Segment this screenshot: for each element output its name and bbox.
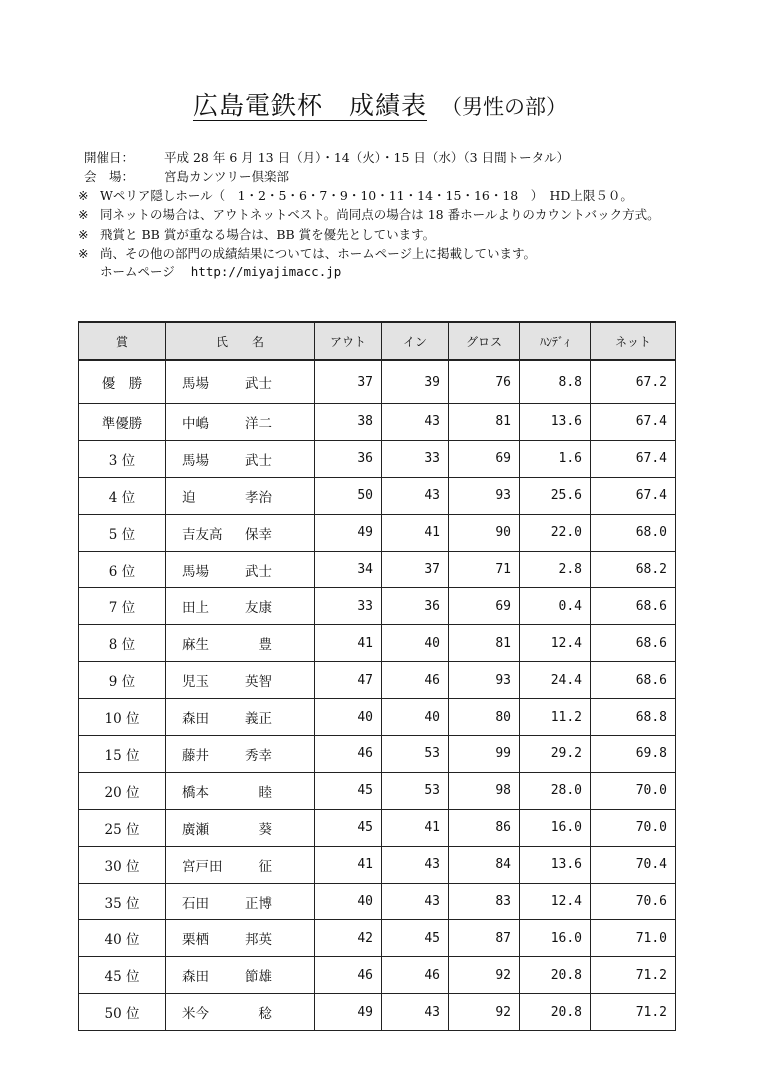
table-row	[79, 957, 676, 994]
handicap-cell: 13.6	[520, 404, 591, 441]
homepage-url[interactable]: http://miyajimacc.jp	[190, 264, 342, 279]
out-score-cell: 34	[315, 551, 382, 588]
gross-score-cell: 93	[449, 477, 520, 514]
note-item	[78, 187, 700, 206]
homepage-line	[78, 263, 700, 282]
player-surname: 中嶋	[182, 415, 209, 432]
prize-cell: 9 位	[79, 662, 166, 699]
out-score-cell: 46	[315, 957, 382, 994]
handicap-cell: 11.2	[520, 699, 591, 736]
player-surname: 石田	[182, 895, 209, 912]
homepage-label: ホームページ	[100, 264, 175, 279]
title-sub: （男性の部）	[441, 95, 567, 119]
net-score-cell: 68.2	[591, 551, 676, 588]
prize-cell: 8 位	[79, 625, 166, 662]
player-given-name: 武士	[245, 376, 272, 392]
out-score-cell: 45	[315, 772, 382, 809]
table-row	[79, 588, 676, 625]
prize-cell: 7 位	[79, 588, 166, 625]
player-surname: 迫	[182, 489, 196, 506]
prize-cell: 準優勝	[79, 404, 166, 441]
in-score-cell: 40	[382, 699, 449, 736]
player-surname: 吉友高	[182, 526, 223, 543]
player-name-cell	[166, 551, 315, 588]
note-mark: ※	[78, 245, 89, 261]
player-name-cell	[166, 404, 315, 441]
player-given-name: 征	[258, 858, 272, 875]
gross-score-cell: 86	[449, 809, 520, 846]
handicap-cell: 2.8	[520, 551, 591, 588]
player-name-cell	[166, 699, 315, 736]
table-row	[79, 625, 676, 662]
table-row	[79, 699, 676, 736]
in-score-cell: 40	[382, 625, 449, 662]
header-name: 氏 名	[166, 322, 315, 360]
handicap-cell: 8.8	[520, 360, 591, 404]
player-name-cell	[166, 736, 315, 773]
player-name-cell	[166, 625, 315, 662]
date-label: 開催日：	[84, 150, 135, 165]
net-score-cell: 71.2	[591, 994, 676, 1031]
gross-score-cell: 81	[449, 625, 520, 662]
in-score-cell: 33	[382, 440, 449, 477]
gross-score-cell: 90	[449, 514, 520, 551]
gross-score-cell: 83	[449, 883, 520, 920]
event-info	[78, 148, 569, 186]
in-score-cell: 43	[382, 846, 449, 883]
in-score-cell: 43	[382, 477, 449, 514]
page-title	[0, 86, 760, 122]
results-table	[78, 321, 676, 1031]
out-score-cell: 36	[315, 440, 382, 477]
player-given-name: 稔	[258, 1006, 272, 1023]
player-surname: 橋本	[182, 784, 209, 801]
handicap-cell: 0.4	[520, 588, 591, 625]
venue-value: 宮島カンツリー倶楽部	[164, 169, 290, 184]
player-surname: 森田	[182, 969, 209, 986]
player-given-name: 邦英	[245, 932, 272, 949]
player-given-name: 武士	[245, 452, 272, 469]
table-row	[79, 736, 676, 773]
net-score-cell: 68.6	[591, 625, 676, 662]
player-given-name: 保幸	[245, 526, 272, 543]
in-score-cell: 41	[382, 514, 449, 551]
prize-cell: 30 位	[79, 846, 166, 883]
player-given-name: 洋二	[245, 415, 272, 432]
handicap-cell: 1.6	[520, 440, 591, 477]
gross-score-cell: 69	[449, 440, 520, 477]
player-name-cell	[166, 809, 315, 846]
out-score-cell: 40	[315, 883, 382, 920]
player-name-cell	[166, 588, 315, 625]
player-name-cell	[166, 662, 315, 699]
out-score-cell: 49	[315, 994, 382, 1031]
player-given-name: 孝治	[245, 489, 272, 506]
in-score-cell: 39	[382, 360, 449, 404]
notes	[78, 187, 700, 282]
date-line	[78, 148, 569, 167]
note-item	[78, 206, 700, 225]
net-score-cell: 68.6	[591, 588, 676, 625]
prize-cell: 20 位	[79, 772, 166, 809]
venue-line	[78, 167, 569, 186]
prize-cell: 15 位	[79, 736, 166, 773]
net-score-cell: 67.2	[591, 360, 676, 404]
table-row	[79, 994, 676, 1031]
out-score-cell: 42	[315, 920, 382, 957]
note-text: 尚、その他の部門の成績結果については、ホームページ上に掲載しています。	[100, 245, 537, 261]
player-name-cell	[166, 772, 315, 809]
table-row	[79, 846, 676, 883]
in-score-cell: 53	[382, 772, 449, 809]
table-row	[79, 477, 676, 514]
in-score-cell: 37	[382, 551, 449, 588]
note-item	[78, 226, 700, 245]
out-score-cell: 40	[315, 699, 382, 736]
gross-score-cell: 71	[449, 551, 520, 588]
player-surname: 馬場	[182, 376, 209, 392]
note-item	[78, 245, 700, 264]
prize-cell: 40 位	[79, 920, 166, 957]
out-score-cell: 41	[315, 625, 382, 662]
in-score-cell: 43	[382, 883, 449, 920]
table-row	[79, 360, 676, 404]
prize-cell: 4 位	[79, 477, 166, 514]
gross-score-cell: 98	[449, 772, 520, 809]
prize-cell: 35 位	[79, 883, 166, 920]
handicap-cell: 12.4	[520, 625, 591, 662]
out-score-cell: 46	[315, 736, 382, 773]
player-surname: 児玉	[182, 674, 209, 691]
gross-score-cell: 99	[449, 736, 520, 773]
note-mark: ※	[78, 206, 89, 222]
player-name-cell	[166, 360, 315, 404]
gross-score-cell: 93	[449, 662, 520, 699]
in-score-cell: 53	[382, 736, 449, 773]
out-score-cell: 45	[315, 809, 382, 846]
player-given-name: 英智	[245, 674, 272, 691]
date-value: 平成 28 年 6 月 13 日（月）・14（火）・15 日（水）（3 日間トータル）	[164, 150, 570, 165]
player-given-name: 睦	[258, 784, 272, 801]
handicap-cell: 24.4	[520, 662, 591, 699]
handicap-cell: 20.8	[520, 957, 591, 994]
handicap-cell: 20.8	[520, 994, 591, 1031]
header-row	[79, 322, 676, 360]
prize-cell: 優 勝	[79, 360, 166, 404]
net-score-cell: 70.0	[591, 772, 676, 809]
player-given-name: 武士	[245, 563, 272, 580]
table-row	[79, 440, 676, 477]
player-name-cell	[166, 994, 315, 1031]
table-row	[79, 883, 676, 920]
table-row	[79, 809, 676, 846]
header-gross: グロス	[449, 322, 520, 360]
prize-cell: 5 位	[79, 514, 166, 551]
player-name-cell	[166, 477, 315, 514]
gross-score-cell: 80	[449, 699, 520, 736]
handicap-cell: 29.2	[520, 736, 591, 773]
player-name-cell	[166, 846, 315, 883]
prize-cell: 10 位	[79, 699, 166, 736]
note-text: 同ネットの場合は、アウトネットベスト。尚同点の場合は 18 番ホールよりのカウントバック方式。	[100, 206, 660, 222]
in-score-cell: 43	[382, 994, 449, 1031]
venue-label: 会 場：	[84, 169, 135, 184]
gross-score-cell: 92	[449, 994, 520, 1031]
net-score-cell: 70.0	[591, 809, 676, 846]
player-surname: 麻生	[182, 637, 209, 654]
table-row	[79, 662, 676, 699]
prize-cell: 45 位	[79, 957, 166, 994]
player-surname: 栗栖	[182, 932, 209, 949]
net-score-cell: 70.4	[591, 846, 676, 883]
title-main: 広島電鉄杯 成績表	[192, 91, 427, 120]
table-row	[79, 920, 676, 957]
out-score-cell: 49	[315, 514, 382, 551]
player-given-name: 正博	[245, 895, 272, 912]
header-net: ネット	[591, 322, 676, 360]
handicap-cell: 22.0	[520, 514, 591, 551]
player-surname: 藤井	[182, 747, 209, 764]
player-name-cell	[166, 920, 315, 957]
net-score-cell: 68.0	[591, 514, 676, 551]
net-score-cell: 67.4	[591, 404, 676, 441]
player-surname: 廣瀬	[182, 821, 209, 838]
player-surname: 馬場	[182, 563, 209, 580]
in-score-cell: 41	[382, 809, 449, 846]
prize-cell: 25 位	[79, 809, 166, 846]
net-score-cell: 70.6	[591, 883, 676, 920]
header-out: アウト	[315, 322, 382, 360]
gross-score-cell: 84	[449, 846, 520, 883]
handicap-cell: 12.4	[520, 883, 591, 920]
player-name-cell	[166, 883, 315, 920]
player-surname: 宮戸田	[182, 858, 223, 875]
player-surname: 田上	[182, 600, 209, 617]
gross-score-cell: 87	[449, 920, 520, 957]
out-score-cell: 33	[315, 588, 382, 625]
handicap-cell: 16.0	[520, 809, 591, 846]
handicap-cell: 28.0	[520, 772, 591, 809]
player-name-cell	[166, 957, 315, 994]
table-row	[79, 514, 676, 551]
player-given-name: 豊	[258, 637, 272, 654]
player-surname: 森田	[182, 711, 209, 728]
note-text: Wペリア隠しホール（ 1・2・5・6・7・9・10・11・14・15・16・18 ） HD上限５０。	[100, 188, 633, 203]
player-given-name: 義正	[245, 711, 272, 728]
header-in: イン	[382, 322, 449, 360]
net-score-cell: 68.8	[591, 699, 676, 736]
handicap-cell: 16.0	[520, 920, 591, 957]
gross-score-cell: 69	[449, 588, 520, 625]
player-name-cell	[166, 440, 315, 477]
net-score-cell: 71.2	[591, 957, 676, 994]
player-given-name: 葵	[258, 821, 272, 838]
table-row	[79, 772, 676, 809]
in-score-cell: 46	[382, 662, 449, 699]
net-score-cell: 67.4	[591, 440, 676, 477]
out-score-cell: 41	[315, 846, 382, 883]
prize-cell: 3 位	[79, 440, 166, 477]
table-row	[79, 404, 676, 441]
handicap-cell: 13.6	[520, 846, 591, 883]
header-handicap: ﾊﾝﾃﾞｨ	[520, 322, 591, 360]
gross-score-cell: 76	[449, 360, 520, 404]
prize-cell: 50 位	[79, 994, 166, 1031]
note-mark: ※	[78, 188, 89, 203]
net-score-cell: 69.8	[591, 736, 676, 773]
in-score-cell: 45	[382, 920, 449, 957]
net-score-cell: 71.0	[591, 920, 676, 957]
net-score-cell: 67.4	[591, 477, 676, 514]
note-text: 飛賞と BB 賞が重なる場合は、BB 賞を優先としています。	[100, 227, 436, 242]
player-name-cell	[166, 514, 315, 551]
out-score-cell: 47	[315, 662, 382, 699]
handicap-cell: 25.6	[520, 477, 591, 514]
player-surname: 馬場	[182, 452, 209, 469]
gross-score-cell: 92	[449, 957, 520, 994]
out-score-cell: 50	[315, 477, 382, 514]
table-row	[79, 551, 676, 588]
player-given-name: 節雄	[245, 969, 272, 986]
prize-cell: 6 位	[79, 551, 166, 588]
player-surname: 米今	[182, 1006, 209, 1023]
out-score-cell: 38	[315, 404, 382, 441]
in-score-cell: 36	[382, 588, 449, 625]
net-score-cell: 68.6	[591, 662, 676, 699]
gross-score-cell: 81	[449, 404, 520, 441]
note-mark: ※	[78, 227, 89, 242]
out-score-cell: 37	[315, 360, 382, 404]
header-prize: 賞	[79, 322, 166, 360]
player-given-name: 秀幸	[245, 747, 272, 764]
in-score-cell: 43	[382, 404, 449, 441]
in-score-cell: 46	[382, 957, 449, 994]
player-given-name: 友康	[245, 600, 272, 617]
